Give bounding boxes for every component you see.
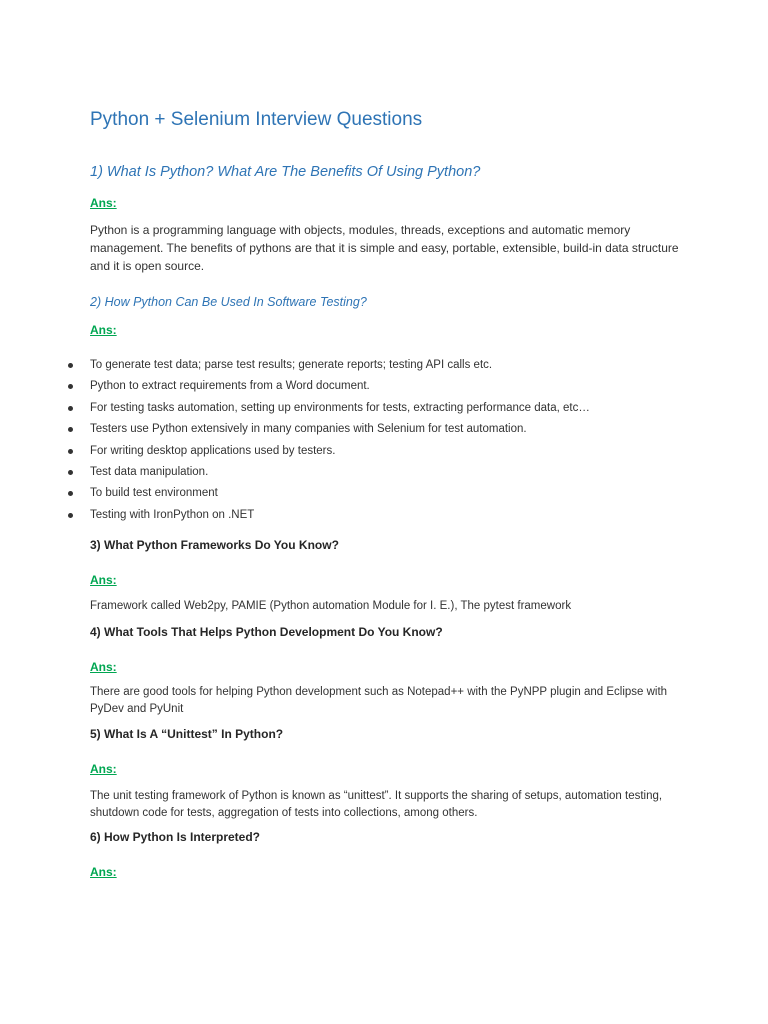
answer-1-text: Python is a programming language with objects, modules, threads, exceptions and automatic memory management. The benefits of pythons are that it is simple and easy, portable, extensible, build-in data structure and it is open source. — [90, 223, 679, 273]
question-1-heading: 1) What Is Python? What Are The Benefits Of Using Python? — [90, 164, 481, 180]
bullet-icon — [68, 384, 73, 389]
answer-5-label: Ans: — [90, 762, 117, 776]
question-6-heading: 6) How Python Is Interpreted? — [90, 830, 261, 844]
question-3-heading: 3) What Python Frameworks Do You Know? — [90, 538, 339, 552]
answer-4-text: There are good tools for helping Python development such as Notepad++ with the PyNPP plugin and Eclipse with PyDev and PyUnit — [90, 686, 668, 715]
page-title: Python + Selenium Interview Questions — [90, 109, 423, 130]
bullet-icon — [68, 470, 73, 475]
list-item: To generate test data; parse test results; generate reports; testing API calls etc. — [0, 355, 700, 376]
answer-3-text: Framework called Web2py, PAMIE (Python automation Module for I. E.), The pytest framework — [90, 600, 572, 612]
list-item: Testers use Python extensively in many companies with Selenium for test automation. — [0, 419, 700, 440]
list-item: For writing desktop applications used by testers. — [0, 441, 700, 462]
bullet-icon — [68, 363, 73, 368]
bullet-icon — [68, 449, 73, 454]
answer-4-label: Ans: — [90, 660, 117, 674]
list-item: Test data manipulation. — [0, 462, 700, 483]
bullet-icon — [68, 406, 73, 411]
bullet-icon — [68, 513, 73, 518]
answer-2-label: Ans: — [90, 323, 117, 337]
question-5-heading: 5) What Is A “Unittest” In Python? — [90, 727, 284, 741]
answer-5-text: The unit testing framework of Python is known as “unittest”. It supports the sharing of setups, automation testing, shutdown code for tests, aggregation of tests into collections, among others. — [90, 790, 663, 819]
answer-6-label: Ans: — [90, 865, 117, 879]
answer-3-label: Ans: — [90, 573, 117, 587]
list-item: To build test environment — [0, 483, 700, 504]
answer-1-label: Ans: — [90, 196, 117, 210]
question-2-heading: 2) How Python Can Be Used In Software Testing? — [90, 295, 367, 309]
list-item: Testing with IronPython on .NET — [0, 505, 700, 526]
list-item: For testing tasks automation, setting up environments for tests, extracting performance data, etc… — [0, 398, 700, 419]
answer-2-bullet-list — [0, 355, 700, 526]
bullet-icon — [68, 491, 73, 496]
list-item: Python to extract requirements from a Word document. — [0, 376, 700, 397]
bullet-icon — [68, 427, 73, 432]
question-4-heading: 4) What Tools That Helps Python Development Do You Know? — [90, 625, 443, 639]
